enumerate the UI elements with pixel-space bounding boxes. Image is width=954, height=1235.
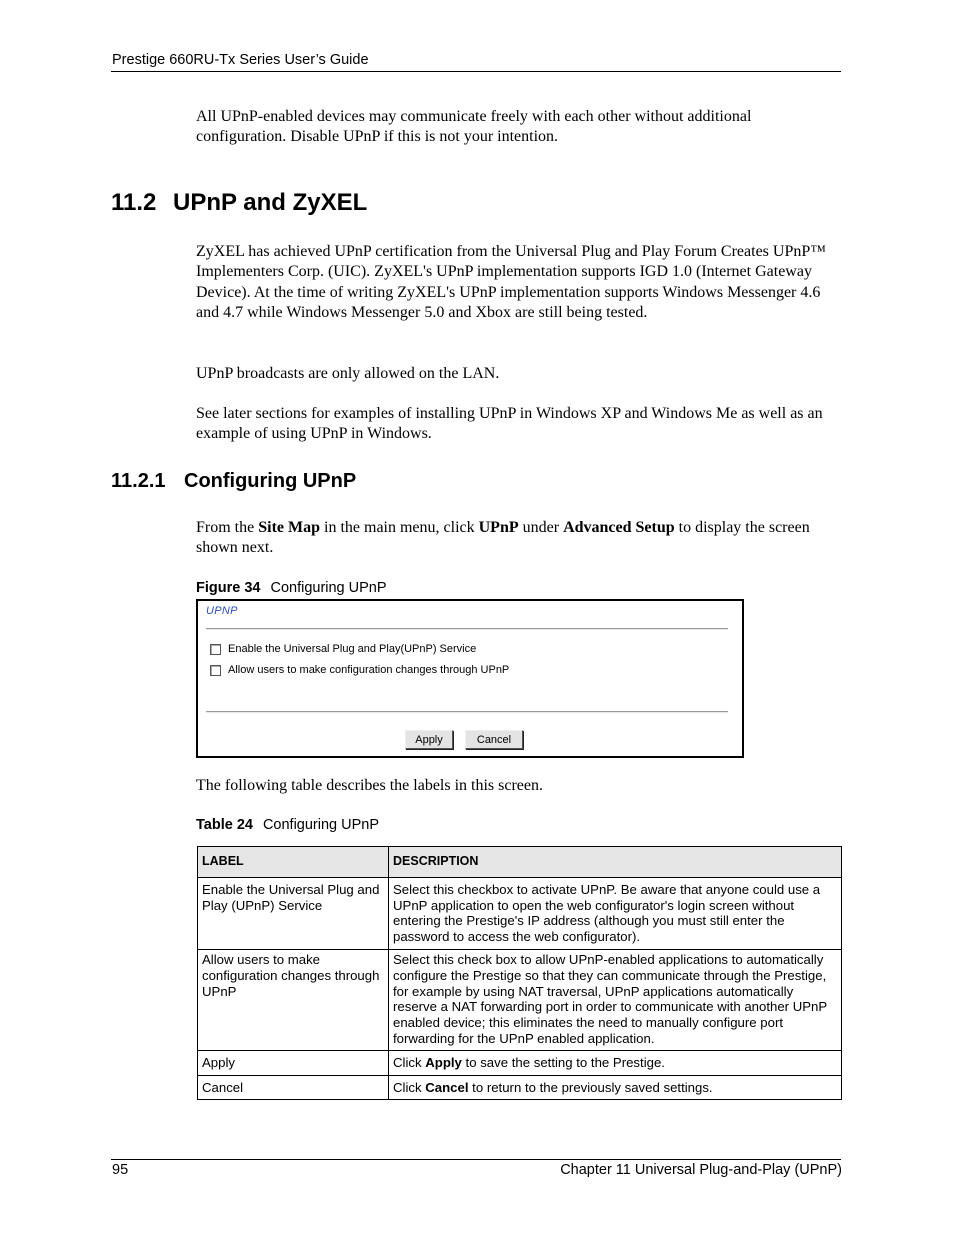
table-intro: The following table describes the labels in this screen. [196,777,544,794]
cancel-button[interactable]: Cancel [465,730,523,749]
allow-config-label: Allow users to make configuration changes through UPnP [228,664,510,676]
subsection-heading [111,470,356,493]
desc-text: Click [393,1079,426,1095]
enable-upnp-label: Enable the Universal Plug and Play(UPnP) Service [228,643,477,655]
apply-button[interactable]: Apply [405,730,453,749]
table-row [198,949,842,1050]
table-caption-text: Configuring UPnP [262,817,380,833]
intro-text-4: to display the screen shown next. [196,519,810,557]
screen-divider-top [206,628,728,630]
row-label: Cancel [198,1075,389,1100]
screen-title: UPNP [206,605,238,617]
section-heading [111,189,367,217]
section-number: 11.2 [111,189,157,216]
intro-text-3: under [518,519,564,536]
desc-text: to save the setting to the Prestige. [461,1054,665,1070]
page-number: 95 [112,1162,129,1178]
desc-text: to return to the previously saved settings. [468,1079,713,1095]
row-description: Select this check box to allow UPnP-enabled applications to automatically configure the Prestige so that they can communicate through the Prestige, for example by using NAT traversal, UPnP applications automatically reserve a NAT forwarding port in order to communicate with another UPnP enabled device; this eliminates the need to manually configure port forwarding for the UPnP enabled application. [389,949,842,1050]
intro-paragraph: All UPnP-enabled devices may communicate freely with each other without additional configuration. Disable UPnP if this is not your intention. [196,108,752,146]
section-paragraph-2: UPnP broadcasts are only allowed on the LAN. [196,365,500,382]
header-description: DESCRIPTION [389,847,842,878]
figure-caption [196,580,387,596]
table-header-row [198,847,842,878]
allow-config-checkbox[interactable] [210,665,221,676]
footer-rule [111,1159,841,1160]
header-label: LABEL [198,847,389,878]
section-paragraph-1: ZyXEL has achieved UPnP certification from the Universal Plug and Play Forum Creates UPnP™ Implementers Corp. (UIC). ZyXEL's UPnP implementation supports IGD 1.0 (Internet Gateway Device). At the time of writing ZyXEL's UPnP implementation supports Windows Messenger 4.6 and 4.7 while Windows Messenger 5.0 and Xbox are still being tested. [196,243,826,322]
enable-upnp-row [210,643,476,655]
screen-divider-bottom [206,711,728,713]
subsection-title: Configuring UPnP [184,470,357,492]
row-description [389,1050,842,1075]
desc-bold-apply: Apply [425,1054,462,1070]
figure-label: Figure 34 [196,580,261,596]
desc-bold-cancel: Cancel [425,1079,469,1095]
section-paragraph-3: See later sections for examples of installing UPnP in Windows XP and Windows Me as well as an example of using UPnP in Windows. [196,405,823,443]
intro-text-2: in the main menu, click [320,519,479,536]
figure-caption-text: Configuring UPnP [270,580,387,596]
enable-upnp-checkbox[interactable] [210,644,221,655]
running-header: Prestige 660RU-Tx Series User’s Guide [112,52,369,68]
header-rule [111,71,841,72]
table-row [198,1050,842,1075]
row-description [389,1075,842,1100]
table-row [198,1075,842,1100]
table-label: Table 24 [196,817,253,833]
subsection-number: 11.2.1 [111,470,166,492]
table-caption [196,817,379,833]
intro-bold-advanced-setup: Advanced Setup [563,519,675,536]
desc-text: Click [393,1054,426,1070]
intro-bold-site-map: Site Map [258,519,320,536]
intro-bold-upnp: UPnP [478,519,519,536]
labels-table [197,846,842,1100]
table-row [198,877,842,949]
intro-text-1: From the [196,519,259,536]
row-description: Select this checkbox to activate UPnP. Be aware that anyone could use a UPnP application to open the web configurator's login screen without entering the Prestige's IP address (although you must still enter the password to access the web configurator). [389,877,842,949]
chapter-title: Chapter 11 Universal Plug-and-Play (UPnP) [560,1162,842,1178]
row-label: Allow users to make configuration changes through UPnP [198,949,389,1050]
section-title: UPnP and ZyXEL [173,189,368,216]
subsection-intro [196,518,842,559]
row-label: Enable the Universal Plug and Play (UPnP) Service [198,877,389,949]
upnp-config-screenshot [196,599,744,758]
row-label: Apply [198,1050,389,1075]
allow-config-row [210,664,509,676]
